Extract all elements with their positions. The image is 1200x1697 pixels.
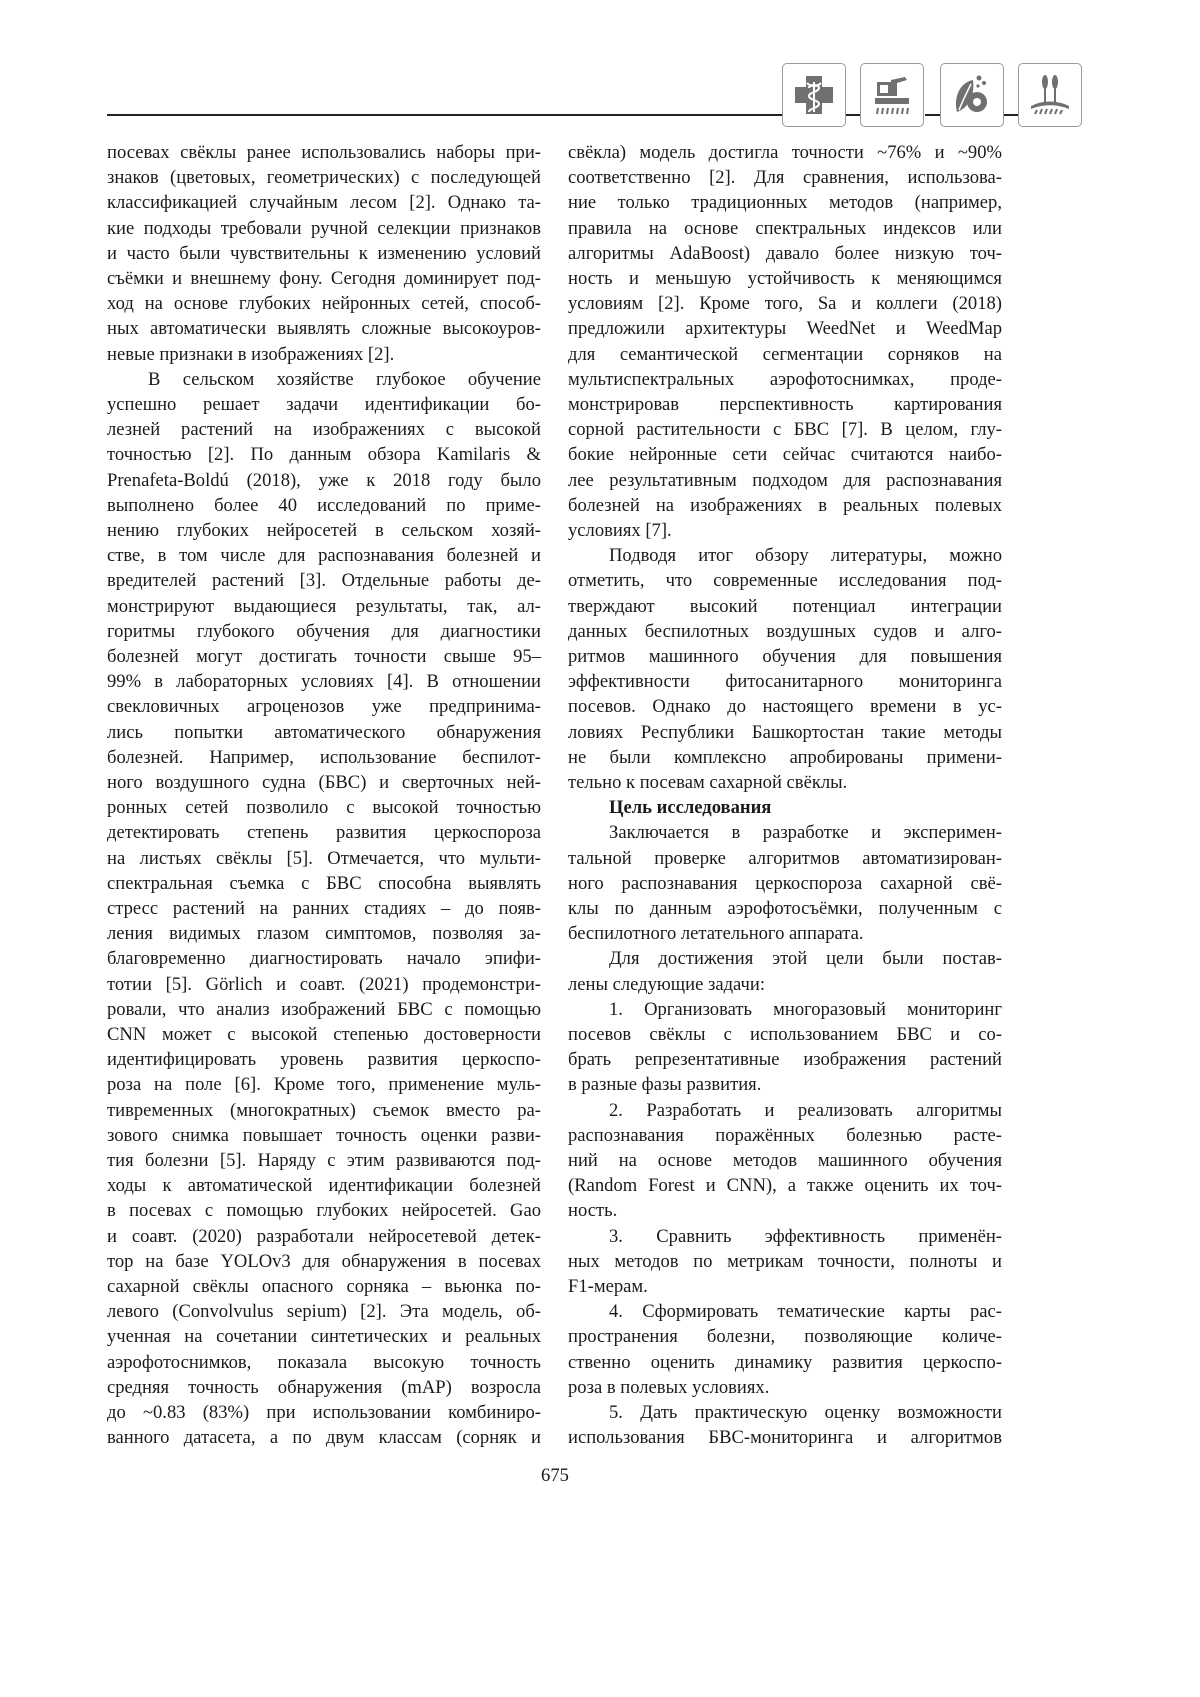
text-line: в посевах с помощью глубоких нейросетей. Gao xyxy=(107,1200,541,1222)
text-line: ходы к автоматической идентификации болезней xyxy=(107,1175,541,1197)
text-line: Prenafeta-Boldú (2018), уже к 2018 году было xyxy=(107,469,541,491)
text-line: лись попытки автоматического обнаружения xyxy=(107,721,541,743)
text-line: средняя точность обнаружения (mAP) возросла xyxy=(107,1376,541,1398)
text-line: бокие нейронные сети сейчас считаются наибо- xyxy=(568,444,1002,466)
text-line: посевов свёклы с использованием БВС и со- xyxy=(568,1024,1002,1045)
text-line: нению глубоких нейросетей в сельском хозяй- xyxy=(107,520,541,541)
text-line: пространения болезни, позволяющие количе- xyxy=(568,1326,1002,1348)
text-line: аэрофотоснимков, показала высокую точность xyxy=(107,1351,541,1373)
text-line: отметить, что современные исследования под- xyxy=(568,570,1002,592)
text-line: благовременно диагностировать начало эпифи- xyxy=(107,948,541,970)
text-line: свёкла) модель достигла точности ~76% и ~90% xyxy=(568,142,1002,163)
text-line: ления видимых глазом симптомов, позволяя за- xyxy=(107,923,541,945)
text-line: роза на поле [6]. Кроме того, применение муль- xyxy=(107,1074,541,1096)
text-line: тельно к посевам сахарной свёклы. xyxy=(568,772,848,793)
text-line: невые признаки в изображениях [2]. xyxy=(107,343,395,365)
text-line: на листьях свёклы [5]. Отмечается, что мульти- xyxy=(107,847,541,869)
text-line: ных методов по метрикам точности, полноты и xyxy=(568,1250,1002,1272)
wheat-field-icon xyxy=(1018,63,1082,127)
text-line: ванного датасета, а по двум классам (сорняк и xyxy=(107,1427,541,1449)
text-line: ного воздушного судна (БВС) и сверточных ней- xyxy=(107,772,541,793)
text-line: в разные фазы развития. xyxy=(568,1074,762,1096)
text-line: левого (Convolvulus sepium) [2]. Эта модель, об- xyxy=(107,1301,541,1323)
text-line: детектировать степень развития церкоспороза xyxy=(107,822,541,844)
text-line: ритмов машинного обучения для повышения xyxy=(568,646,1002,667)
text-line: тивременных (многократных) съемок вместо ра- xyxy=(107,1099,541,1121)
text-line: успешно решает задачи идентификации бо- xyxy=(107,394,541,415)
text-line: сорной растительности с БВС [7]. В целом, глу- xyxy=(568,419,1002,441)
text-line: стве, в том числе для распознавания болезней и xyxy=(107,545,541,567)
text-line: до ~0.83 (83%) при использовании комбиниро- xyxy=(107,1402,541,1423)
text-line: классификацией случайным лесом [2]. Однако та- xyxy=(107,192,541,214)
header-rule xyxy=(107,114,782,116)
text-line: сахарной свёклы опасного сорняка – вьюнка по- xyxy=(107,1276,541,1297)
text-line: ных автоматически выявлять сложные высокоуров- xyxy=(107,318,541,340)
text-line: алгоритмы AdaBoost) давало более низкую точ- xyxy=(568,242,1002,264)
text-line: Подводя итог обзору литературы, можно xyxy=(609,545,1002,567)
text-line: ловиях Республики Башкортостан такие методы xyxy=(568,721,1002,743)
text-line: тотии [5]. Görlich и соавт. (2021) продемонстри- xyxy=(107,973,541,995)
text-line: тор на базе YOLOv3 для обнаружения в посевах xyxy=(107,1250,541,1272)
text-line: В сельском хозяйстве глубокое обучение xyxy=(148,368,541,390)
text-line: не были комплексно апробированы примени- xyxy=(568,746,1002,768)
text-line: условиям [2]. Кроме того, Sa и коллеги (2018) xyxy=(568,293,1002,315)
combine-harvester-icon xyxy=(860,63,924,127)
text-line: съёмки и внешнему фону. Сегодня доминирует под- xyxy=(107,268,541,289)
text-line: болезней могут достигать точности свыше 95– xyxy=(107,646,541,667)
header-rule xyxy=(925,114,941,116)
text-line: идентифицировать уровень развития церкоспо- xyxy=(107,1049,541,1071)
text-line: тальной проверке алгоритмов автоматизирован- xyxy=(568,847,1002,869)
text-line: знаков (цветовых, геометрических) с последующей xyxy=(107,167,541,189)
text-line: предложили архитектуры WeedNet и WeedMap xyxy=(568,318,1002,340)
text-line: ровали, что анализ изображений БВС с помощью xyxy=(107,998,541,1020)
text-line: ние только традиционных методов (например, xyxy=(568,192,1002,214)
text-line: и соавт. (2020) разработали нейросетевой детек- xyxy=(107,1225,541,1247)
text-line: ход на основе глубоких нейронных сетей, способ- xyxy=(107,293,541,315)
text-line: роза в полевых условиях. xyxy=(568,1376,770,1398)
text-line: эффективности фитосанитарного мониторинга xyxy=(568,671,1002,693)
text-line: 99% в лабораторных условиях [4]. В отношении xyxy=(107,671,541,693)
text-line: тия болезни [5]. Наряду с этим развиваются под- xyxy=(107,1150,541,1171)
text-line: ного распознавания церкоспороза сахарной свё- xyxy=(568,872,1002,894)
text-line: Заключается в разработке и эксперимен- xyxy=(609,822,1002,844)
text-line: лены следующие задачи: xyxy=(568,973,766,995)
text-line: ронных сетей позволило с высокой точностью xyxy=(107,797,541,819)
text-line: данных беспилотных воздушных судов и алго- xyxy=(568,620,1002,642)
text-line: 3. Сравнить эффективность применён- xyxy=(609,1225,1002,1247)
text-line: ученная на сочетании синтетических и реальных xyxy=(107,1326,541,1348)
text-line: правила на основе спектральных индексов или xyxy=(568,217,1002,239)
text-line: 5. Дать практическую оценку возможности xyxy=(609,1402,1002,1423)
text-line: (Random Forest и CNN), а также оценить их точ- xyxy=(568,1175,1002,1197)
text-line: беспилотного летательного аппарата. xyxy=(568,923,864,945)
header-rule xyxy=(1004,114,1019,116)
text-line: CNN может с высокой степенью достоверности xyxy=(107,1024,541,1045)
text-line: спектральная съемка с БВС способна выявлять xyxy=(107,872,541,894)
text-line: соответственно [2]. Для сравнения, использова- xyxy=(568,167,1002,189)
text-line: Цель исследования xyxy=(609,797,772,819)
text-line: посевах свёклы ранее использовались наборы при- xyxy=(107,142,541,163)
text-line: 2. Разработать и реализовать алгоритмы xyxy=(609,1099,1002,1121)
text-line: 1. Организовать многоразовый мониторинг xyxy=(609,998,1002,1020)
text-line: монстрируют выдающиеся результаты, так, ал- xyxy=(107,595,541,617)
text-line: F1-мерам. xyxy=(568,1276,648,1297)
text-line: болезней. Например, использование беспилот- xyxy=(107,746,541,768)
text-line: ность. xyxy=(568,1200,618,1222)
text-line: для семантической сегментации сорняков на xyxy=(568,343,1002,365)
text-line: мультиспектральных аэрофотоснимках, проде- xyxy=(568,368,1002,390)
text-line: выполнено более 40 исследований по приме- xyxy=(107,494,541,516)
text-line: точностью [2]. По данным обзора Kamilaris & xyxy=(107,444,541,466)
page-number: 675 xyxy=(541,1465,569,1486)
text-line: и часто были чувствительны к изменению условий xyxy=(107,242,541,264)
text-line: распознавания поражённых болезнью расте- xyxy=(568,1124,1002,1146)
text-line: условиях [7]. xyxy=(568,520,672,541)
text-line: использования БВС-мониторинга и алгоритмов xyxy=(568,1427,1002,1449)
text-line: ственно оценить динамику развития церкоспо- xyxy=(568,1351,1002,1373)
text-line: зового снимка повышает точность оценки разви- xyxy=(107,1124,541,1146)
text-line: горитмы глубокого обучения для диагностики xyxy=(107,620,541,642)
text-line: ность и меньшую устойчивость к меняющимся xyxy=(568,268,1002,289)
text-line: 4. Сформировать тематические карты рас- xyxy=(609,1301,1002,1323)
plant-science-gear-icon xyxy=(940,63,1004,127)
text-line: монстрировав перспективность картирования xyxy=(568,394,1002,415)
text-line: лее результативным подходом для распознавания xyxy=(568,469,1002,491)
text-line: клы по данным аэрофотосъёмки, полученным с xyxy=(568,898,1002,919)
text-line: Для достижения этой цели были постав- xyxy=(609,948,1002,970)
text-line: посевов. Однако до настоящего времени в ус- xyxy=(568,696,1002,718)
text-line: ний на основе методов машинного обучения xyxy=(568,1150,1002,1171)
text-line: свекловичных агроценозов уже предпринима- xyxy=(107,696,541,718)
medical-cross-caduceus-icon xyxy=(782,63,846,127)
text-line: брать репрезентативные изображения растений xyxy=(568,1049,1002,1071)
text-line: стресс растений на ранних стадиях – до появ- xyxy=(107,898,541,919)
text-line: кие подходы требовали ручной селекции признаков xyxy=(107,217,541,239)
header-rule xyxy=(846,114,861,116)
text-line: лезней растений на изображениях с высокой xyxy=(107,419,541,441)
text-line: вредителей растений [3]. Отдельные работы де- xyxy=(107,570,541,592)
text-line: болезней на изображениях в реальных полевых xyxy=(568,494,1002,516)
text-line: тверждают высокий потенциал интеграции xyxy=(568,595,1002,617)
